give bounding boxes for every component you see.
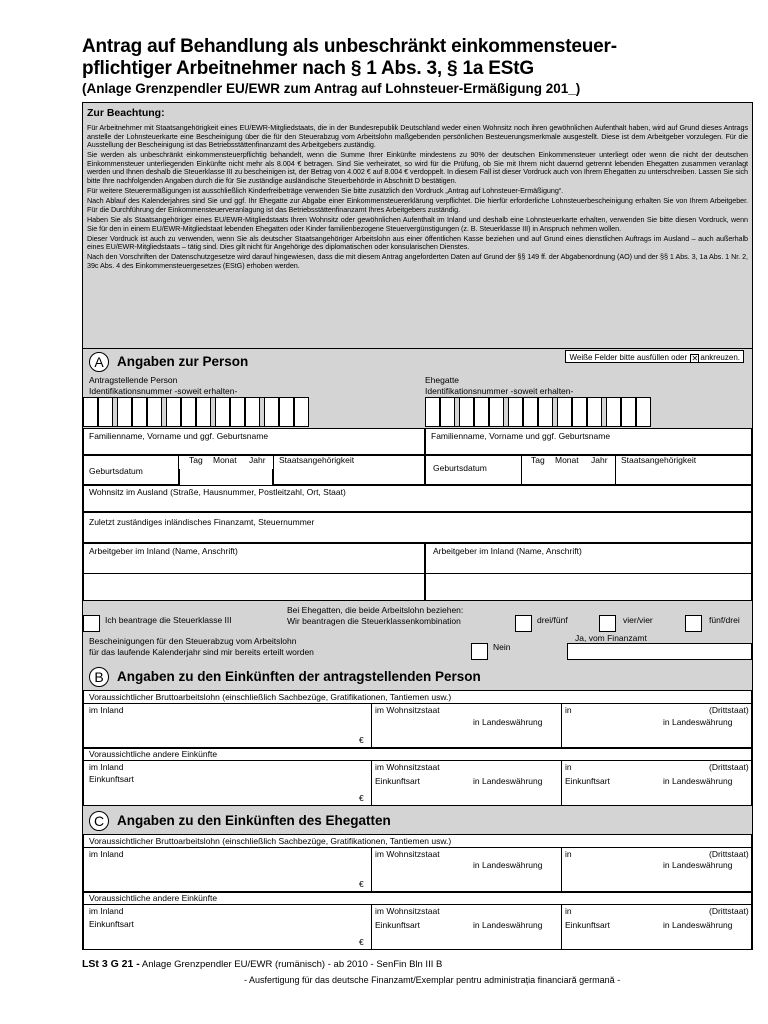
title-line-2: pflichtiger Arbeitnehmer nach § 1 Abs. 3, § 1a EStG — [82, 58, 534, 79]
id-digit-box[interactable] — [425, 397, 440, 427]
c-other-third-label: (Drittstaat) — [709, 906, 749, 916]
form-description: Anlage Grenzpendler EU/EWR (rumänisch) - ab 2010 - SenFin Bln III B — [141, 959, 443, 970]
id-digit-box[interactable] — [98, 397, 113, 427]
id-digit-box[interactable] — [147, 397, 162, 427]
divider — [83, 847, 752, 848]
cert-line2: für das laufende Kalenderjahr sind mir bereits erteilt worden — [89, 647, 314, 657]
section-c-header — [83, 809, 752, 833]
form-subtitle: (Anlage Grenzpendler EU/EWR zum Antrag auf Lohnsteuer-Ermäßigung 201_) — [82, 81, 581, 96]
title-line-1: Antrag auf Behandlung als unbeschränkt einkommensteuer- — [82, 36, 617, 57]
residence-label: Wohnsitz im Ausland (Straße, Hausnummer, Postleitzahl, Ort, Staat) — [89, 487, 346, 497]
id-digit-box[interactable] — [440, 397, 455, 427]
note-paragraph: Nach Ablauf des Kalenderjahres sind Sie und ggf. Ihr Ehegatte zur Abgabe einer Einkommensteuererklärung verpflichtet. Die hierfür erforderliche Lohnsteuerbescheinigung erhalten Sie von Ihrem Arbeitgeber. Für die Durchführung der Einkommensteuerveranlagung ist das Betriebsstättenfinanzamt Ihres Arbeitgebers zuständig. — [87, 196, 748, 214]
b-other-third-currency-label: in Landeswährung — [663, 776, 733, 786]
applicant-label: Antragstellende Person — [89, 375, 178, 385]
b-other-label: Voraussichtliche andere Einkünfte — [89, 749, 218, 759]
divider — [83, 760, 752, 761]
id-digit-box[interactable] — [279, 397, 294, 427]
divider — [371, 760, 372, 806]
c-local-currency-label: in Landeswährung — [473, 860, 543, 870]
c-other-in-label: in — [565, 906, 572, 916]
c-other-euro-label: € — [359, 937, 364, 947]
divider — [273, 455, 274, 485]
form-code: LSt 3 G 21 - — [82, 958, 140, 970]
cert-tax-office-field[interactable] — [567, 643, 752, 660]
fill-hint — [565, 350, 744, 363]
c-third-state-label: (Drittstaat) — [709, 849, 749, 859]
divider — [425, 573, 752, 574]
b-other-residence-label: im Wohnsitzstaat — [375, 762, 440, 772]
b-other-type-label: Einkunftsart — [89, 774, 134, 784]
b-other-res-type-label: Einkunftsart — [375, 776, 420, 786]
note-paragraph: Nach den Vorschriften der Datenschutzgesetze wird darauf hingewiesen, dass die mit diesem Antrag angeforderten Daten auf Grund der §§ 149 ff. der Abgabenordnung (AO) und der §§ 1 Abs. 3, 1a Abs. 1 Nr. 2, 39c Abs. 4 des Einkommensteuergesetzes (EStG) erhoben werden. — [87, 252, 748, 270]
b-other-third-type-label: Einkunftsart — [565, 776, 610, 786]
b-third-state-label: (Drittstaat) — [709, 705, 749, 715]
b-inland-label: im Inland — [89, 705, 124, 715]
class3-checkbox[interactable] — [83, 615, 100, 632]
b-residence-label: im Wohnsitzstaat — [375, 705, 440, 715]
dob-day-label: Tag — [189, 455, 203, 465]
c-other-type-label: Einkunftsart — [89, 919, 134, 929]
id-digit-box[interactable] — [132, 397, 147, 427]
divider — [561, 847, 562, 892]
combo-5-3-label: fünf/drei — [709, 615, 740, 625]
id-digit-box[interactable] — [245, 397, 260, 427]
id-digit-box[interactable] — [489, 397, 504, 427]
id-digit-box[interactable] — [523, 397, 538, 427]
notes-heading: Zur Beachtung: — [87, 107, 165, 119]
id-digit-box[interactable] — [166, 397, 181, 427]
section-c-letter: C — [89, 811, 109, 831]
spouse-dob-label: Geburtsdatum — [433, 463, 487, 473]
id-digit-box[interactable] — [621, 397, 636, 427]
dob-year-label: Jahr — [591, 455, 608, 465]
cert-yes-label: Ja, vom Finanzamt — [575, 633, 647, 643]
id-digit-box[interactable] — [215, 397, 230, 427]
b-euro-label: € — [359, 735, 364, 745]
dob-day-label: Tag — [531, 455, 545, 465]
c-other-label: Voraussichtliche andere Einkünfte — [89, 893, 218, 903]
divider — [83, 573, 425, 574]
id-digit-box[interactable] — [196, 397, 211, 427]
spouse-id-field[interactable] — [425, 397, 651, 427]
dob-month-label: Monat — [555, 455, 579, 465]
divider — [521, 455, 522, 485]
applicant-dob-label: Geburtsdatum — [89, 466, 143, 476]
divider — [371, 904, 372, 950]
c-residence-label: im Wohnsitzstaat — [375, 849, 440, 859]
combo-4-4-checkbox[interactable] — [599, 615, 616, 632]
applicant-nationality-label: Staatsangehörigkeit — [279, 455, 355, 465]
note-paragraph: Dieser Vordruck ist auch zu verwenden, wenn Sie als deutscher Staatsangehöriger Arbeitslohn aus einer öffentlichen Kasse beziehen und auf Grund eines dienstlichen Auftrags im Ausland – auch außerhalb eines EU/EWR-Mitgliedstaats – tätig sind. Dies gilt nicht für Angehörige des diplomatischen oder konsularischen Dienstes. — [87, 233, 748, 252]
applicant-dob-field[interactable] — [179, 469, 273, 485]
c-other-inland-label: im Inland — [89, 906, 124, 916]
combo-3-5-label: drei/fünf — [537, 615, 568, 625]
c-other-third-currency-label: in Landeswährung — [663, 920, 733, 930]
spouse-label: Ehegatte — [425, 375, 460, 385]
c-third-currency-label: in Landeswährung — [663, 860, 733, 870]
applicant-id-field[interactable] — [83, 397, 309, 427]
note-paragraph: Haben Sie als Staatsangehöriger eines EU/EWR-Mitgliedstaats Ihren Wohnsitz oder gewöhnlichen Aufenthalt im Inland und deshalb eine Lohnsteuerkarte erhalten, verwenden Sie bitte diesen Vordruck, wenn Sie für den in einem EU/EWR-Mitgliedstaat lebenden Ehegatten oder Kinder familienbezogene Steuervergünstigungen (z. B. Steuerklasse III) in Anspruch nehmen wollen. — [87, 214, 748, 233]
form-title — [82, 36, 752, 97]
dob-year-label: Jahr — [249, 455, 266, 465]
id-digit-box[interactable] — [264, 397, 279, 427]
cert-line1: Bescheinigungen für den Steuerabzug vom Arbeitslohn — [89, 636, 297, 646]
combo-3-5-checkbox[interactable] — [515, 615, 532, 632]
fill-hint-text: Weiße Felder bitte ausfüllen oder — [569, 353, 688, 362]
divider — [371, 703, 372, 748]
section-a-header — [83, 350, 752, 374]
divider — [83, 703, 752, 704]
b-local-currency-label: in Landeswährung — [473, 717, 543, 727]
divider — [561, 760, 562, 806]
applicant-employer-label: Arbeitgeber im Inland (Name, Anschrift) — [89, 546, 238, 556]
applicant-name-label: Familienname, Vorname und ggf. Geburtsname — [89, 431, 269, 441]
tax-office-label: Zuletzt zuständiges inländisches Finanzamt, Steuernummer — [89, 517, 315, 527]
section-a-title: Angaben zur Person — [117, 354, 249, 369]
section-b-letter: B — [89, 667, 109, 687]
id-digit-box[interactable] — [474, 397, 489, 427]
combo-4-4-label: vier/vier — [623, 615, 653, 625]
section-c-title: Angaben zu den Einkünften des Ehegatten — [117, 813, 391, 828]
note-paragraph: Für weitere Steuerermäßigungen ist ausschließlich Kinderfreibeträge verwenden Sie bitte zusätzlich den Vordruck „Antrag auf Lohnsteuer-Ermäßigung“. — [87, 186, 564, 196]
section-b-title: Angaben zu den Einkünften der antragstellenden Person — [117, 669, 481, 684]
id-digit-box[interactable] — [557, 397, 572, 427]
id-digit-box[interactable] — [636, 397, 651, 427]
cert-no-checkbox[interactable] — [471, 643, 488, 660]
applicant-id-label: Identifikationsnummer -soweit erhalten- — [89, 386, 238, 396]
id-digit-box[interactable] — [117, 397, 132, 427]
b-gross-label: Voraussichtlicher Bruttoarbeitslohn (einschließlich Sachbezüge, Gratifikationen, Tantiemen usw.) — [89, 692, 452, 702]
spouse-employer-label: Arbeitgeber im Inland (Name, Anschrift) — [433, 546, 582, 556]
section-a-letter: A — [89, 352, 109, 372]
c-other-residence-label: im Wohnsitzstaat — [375, 906, 440, 916]
id-digit-box[interactable] — [181, 397, 196, 427]
c-other-third-type-label: Einkunftsart — [565, 920, 610, 930]
spouse-nationality-label: Staatsangehörigkeit — [621, 455, 697, 465]
c-inland-label: im Inland — [89, 849, 124, 859]
b-other-currency-label: in Landeswährung — [473, 776, 543, 786]
section-b-header — [83, 665, 752, 689]
spouses-combo-line2: Wir beantragen die Steuerklassenkombination — [287, 616, 461, 626]
form-code-footer — [82, 958, 442, 970]
id-digit-box[interactable] — [459, 397, 474, 427]
id-digit-box[interactable] — [294, 397, 309, 427]
divider — [561, 904, 562, 950]
c-other-res-type-label: Einkunftsart — [375, 920, 420, 930]
form-frame — [82, 102, 753, 950]
divider — [83, 904, 752, 905]
dob-month-label: Monat — [213, 455, 237, 465]
notes-box — [83, 103, 752, 349]
combo-5-3-checkbox[interactable] — [685, 615, 702, 632]
b-other-third-label: (Drittstaat) — [709, 762, 749, 772]
divider — [615, 455, 616, 485]
divider — [561, 703, 562, 748]
copy-note: - Ausfertigung für das deutsche Finanzamt/Exemplar pentru administrația financiară germană - — [244, 975, 621, 985]
id-digit-box[interactable] — [572, 397, 587, 427]
divider — [371, 847, 372, 892]
id-digit-box[interactable] — [508, 397, 523, 427]
spouses-combo-line1: Bei Ehegatten, die beide Arbeitslohn beziehen: — [287, 605, 464, 615]
b-third-currency-label: in Landeswährung — [663, 717, 733, 727]
spouse-name-label: Familienname, Vorname und ggf. Geburtsname — [431, 431, 611, 441]
c-other-currency-label: in Landeswährung — [473, 920, 543, 930]
b-other-inland-label: im Inland — [89, 762, 124, 772]
b-in-label: in — [565, 705, 572, 715]
id-digit-box[interactable] — [587, 397, 602, 427]
cross-box-icon: ✕ — [691, 354, 699, 363]
c-in-label: in — [565, 849, 572, 859]
note-paragraph: Sie werden als unbeschränkt einkommensteuerpflichtig behandelt, wenn die Summe Ihrer Einkünfte mindestens zu 90% der deutschen Einkommensteuer unterliegt oder wenn die nicht der deutschen Einkommensteuer unterliegenden Einkünfte nicht mehr als 8.004 € betragen. Sind Sie verheiratet, so wird für die Prüfung, ob Sie mit Ihrem nicht dauernd getrennt lebenden Ehegatten zusammen veranlagt werden und Ihnen deshalb die Steuerklasse III zu bescheinigen ist, der Betrag von 4.002 € auf 8.004 € verdoppelt. In diesem Fall ist dieser Vordruck auch von Ihrem Ehegatten zu unterschreiben. Lassen Sie sich bitte Ihre nachfolgenden Angaben durch die für Sie zuständige ausländische Steuerbehörde in Abschnitt D bestätigen. — [87, 150, 748, 186]
class3-label: Ich beantrage die Steuerklasse III — [105, 615, 232, 625]
id-digit-box[interactable] — [606, 397, 621, 427]
c-euro-label: € — [359, 879, 364, 889]
id-digit-box[interactable] — [83, 397, 98, 427]
cert-no-label: Nein — [493, 642, 511, 652]
b-other-euro-label: € — [359, 793, 364, 803]
spouse-id-label: Identifikationsnummer -soweit erhalten- — [425, 386, 574, 396]
fill-hint-tail: ankreuzen. — [700, 353, 740, 362]
note-paragraph: Für Arbeitnehmer mit Staatsangehörigkeit eines EU/EWR-Mitgliedstaats, die in der Bundesrepublik Deutschland weder einen Wohnsitz noch ihren gewöhnlichen Aufenthalt haben, wird auf Grund dieses Antrags anstelle der Lohnsteuerkarte eine Bescheinigung über die für den Steuerabzug vom Arbeitslohn maßgebenden persönlichen Besteuerungsmerkmale ausgestellt. Diese ist dem Arbeitgeber vorzulegen. Für die Ausstellung der Bescheinigung ist das Betriebsstättenfinanzamt des Arbeitgebers zuständig. — [87, 123, 748, 150]
id-digit-box[interactable] — [538, 397, 553, 427]
c-gross-label: Voraussichtlicher Bruttoarbeitslohn (einschließlich Sachbezüge, Gratifikationen, Tantiemen usw.) — [89, 836, 452, 846]
id-digit-box[interactable] — [230, 397, 245, 427]
b-other-in-label: in — [565, 762, 572, 772]
